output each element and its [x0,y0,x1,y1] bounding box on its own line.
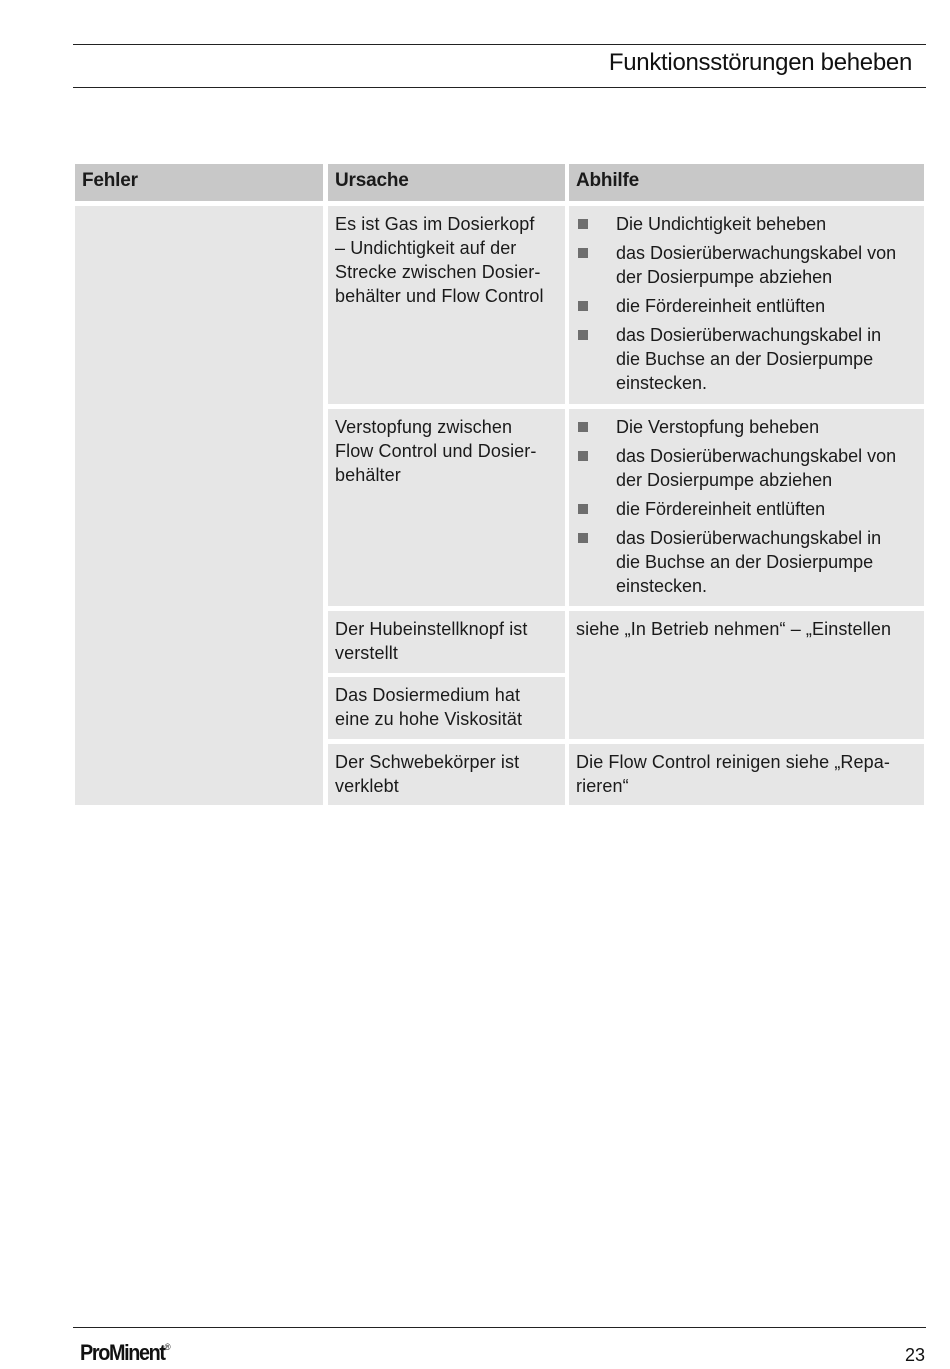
square-bullet-icon [578,248,588,258]
cause-cell-stroke-knob [328,611,565,673]
list-item [576,444,920,492]
remedy-cell-clean [569,744,924,805]
cause-line: verklebt [335,776,399,796]
remedy-line: der Dosierpumpe abziehen [616,267,833,287]
logo-part: Minent [108,1340,165,1365]
remedy-line: das Dosierüberwachungskabel von [616,243,897,263]
remedy-line: das Dosierüberwachungskabel in [616,528,882,548]
square-bullet-icon [578,504,588,514]
logo-part: Pro [80,1340,109,1365]
remedy-cell-blockage [569,409,924,606]
list-item [576,497,920,521]
cause-line: behälter [335,465,401,485]
footer-rule [73,1327,926,1328]
header-top-rule [73,44,926,45]
column-header-ursache: Ursache [328,164,565,201]
cause-cell-float [328,744,565,805]
column-header-fehler: Fehler [75,164,323,201]
remedy-line: Die Undichtigkeit beheben [616,214,827,234]
square-bullet-icon [578,219,588,229]
cause-line: Flow Control und Dosier- [335,441,537,461]
remedy-line: siehe „In Betrieb nehmen“ – „Einstellen [576,619,892,639]
list-item [576,415,920,439]
registered-mark: ® [164,1342,171,1352]
remedy-line: die Fördereinheit entlüften [616,499,826,519]
remedy-line: die Buchse an der Dosierpumpe [616,349,874,369]
header-bottom-rule [73,87,926,88]
remedy-line: der Dosierpumpe abziehen [616,470,833,490]
remedy-list [569,206,924,395]
remedy-line: die Fördereinheit entlüften [616,296,826,316]
prominent-logo [80,1340,171,1366]
remedy-line: das Dosierüberwachungskabel von [616,446,897,466]
square-bullet-icon [578,422,588,432]
remedy-cell-gas [569,206,924,404]
remedy-line: rieren“ [576,776,629,796]
cause-line: behälter und Flow Control [335,286,544,306]
cause-line: Das Dosiermedium hat [335,685,521,705]
cause-line: Verstopfung zwischen [335,417,513,437]
square-bullet-icon [578,301,588,311]
remedy-line: die Buchse an der Dosierpumpe [616,552,874,572]
remedy-line: einstecken. [616,373,708,393]
remedy-list [569,409,924,598]
cause-line: verstellt [335,643,398,663]
remedy-line: Die Verstopfung beheben [616,417,820,437]
square-bullet-icon [578,533,588,543]
cause-line: Strecke zwischen Dosier- [335,262,541,282]
square-bullet-icon [578,451,588,461]
cause-line: Es ist Gas im Dosierkopf [335,214,535,234]
remedy-cell-commissioning [569,611,924,739]
page-title: Funktionsstörungen beheben [608,49,912,76]
cause-line: Der Schwebekörper ist [335,752,520,772]
column-header-abhilfe: Abhilfe [569,164,924,201]
square-bullet-icon [578,330,588,340]
remedy-line: das Dosierüberwachungskabel in [616,325,882,345]
page-number: 23 [904,1345,925,1365]
cause-cell-gas [328,206,565,404]
cause-line: eine zu hohe Viskosität [335,709,523,729]
list-item [576,212,920,236]
list-item [576,526,920,598]
fehler-cell [75,206,323,805]
list-item [576,323,920,395]
cause-line: Der Hubeinstellknopf ist [335,619,528,639]
list-item [576,241,920,289]
list-item [576,294,920,318]
cause-line: – Undichtigkeit auf der [335,238,517,258]
remedy-line: einstecken. [616,576,708,596]
cause-cell-viscosity [328,677,565,739]
cause-cell-blockage [328,409,565,606]
remedy-line: Die Flow Control reinigen siehe „Repa- [576,752,890,772]
